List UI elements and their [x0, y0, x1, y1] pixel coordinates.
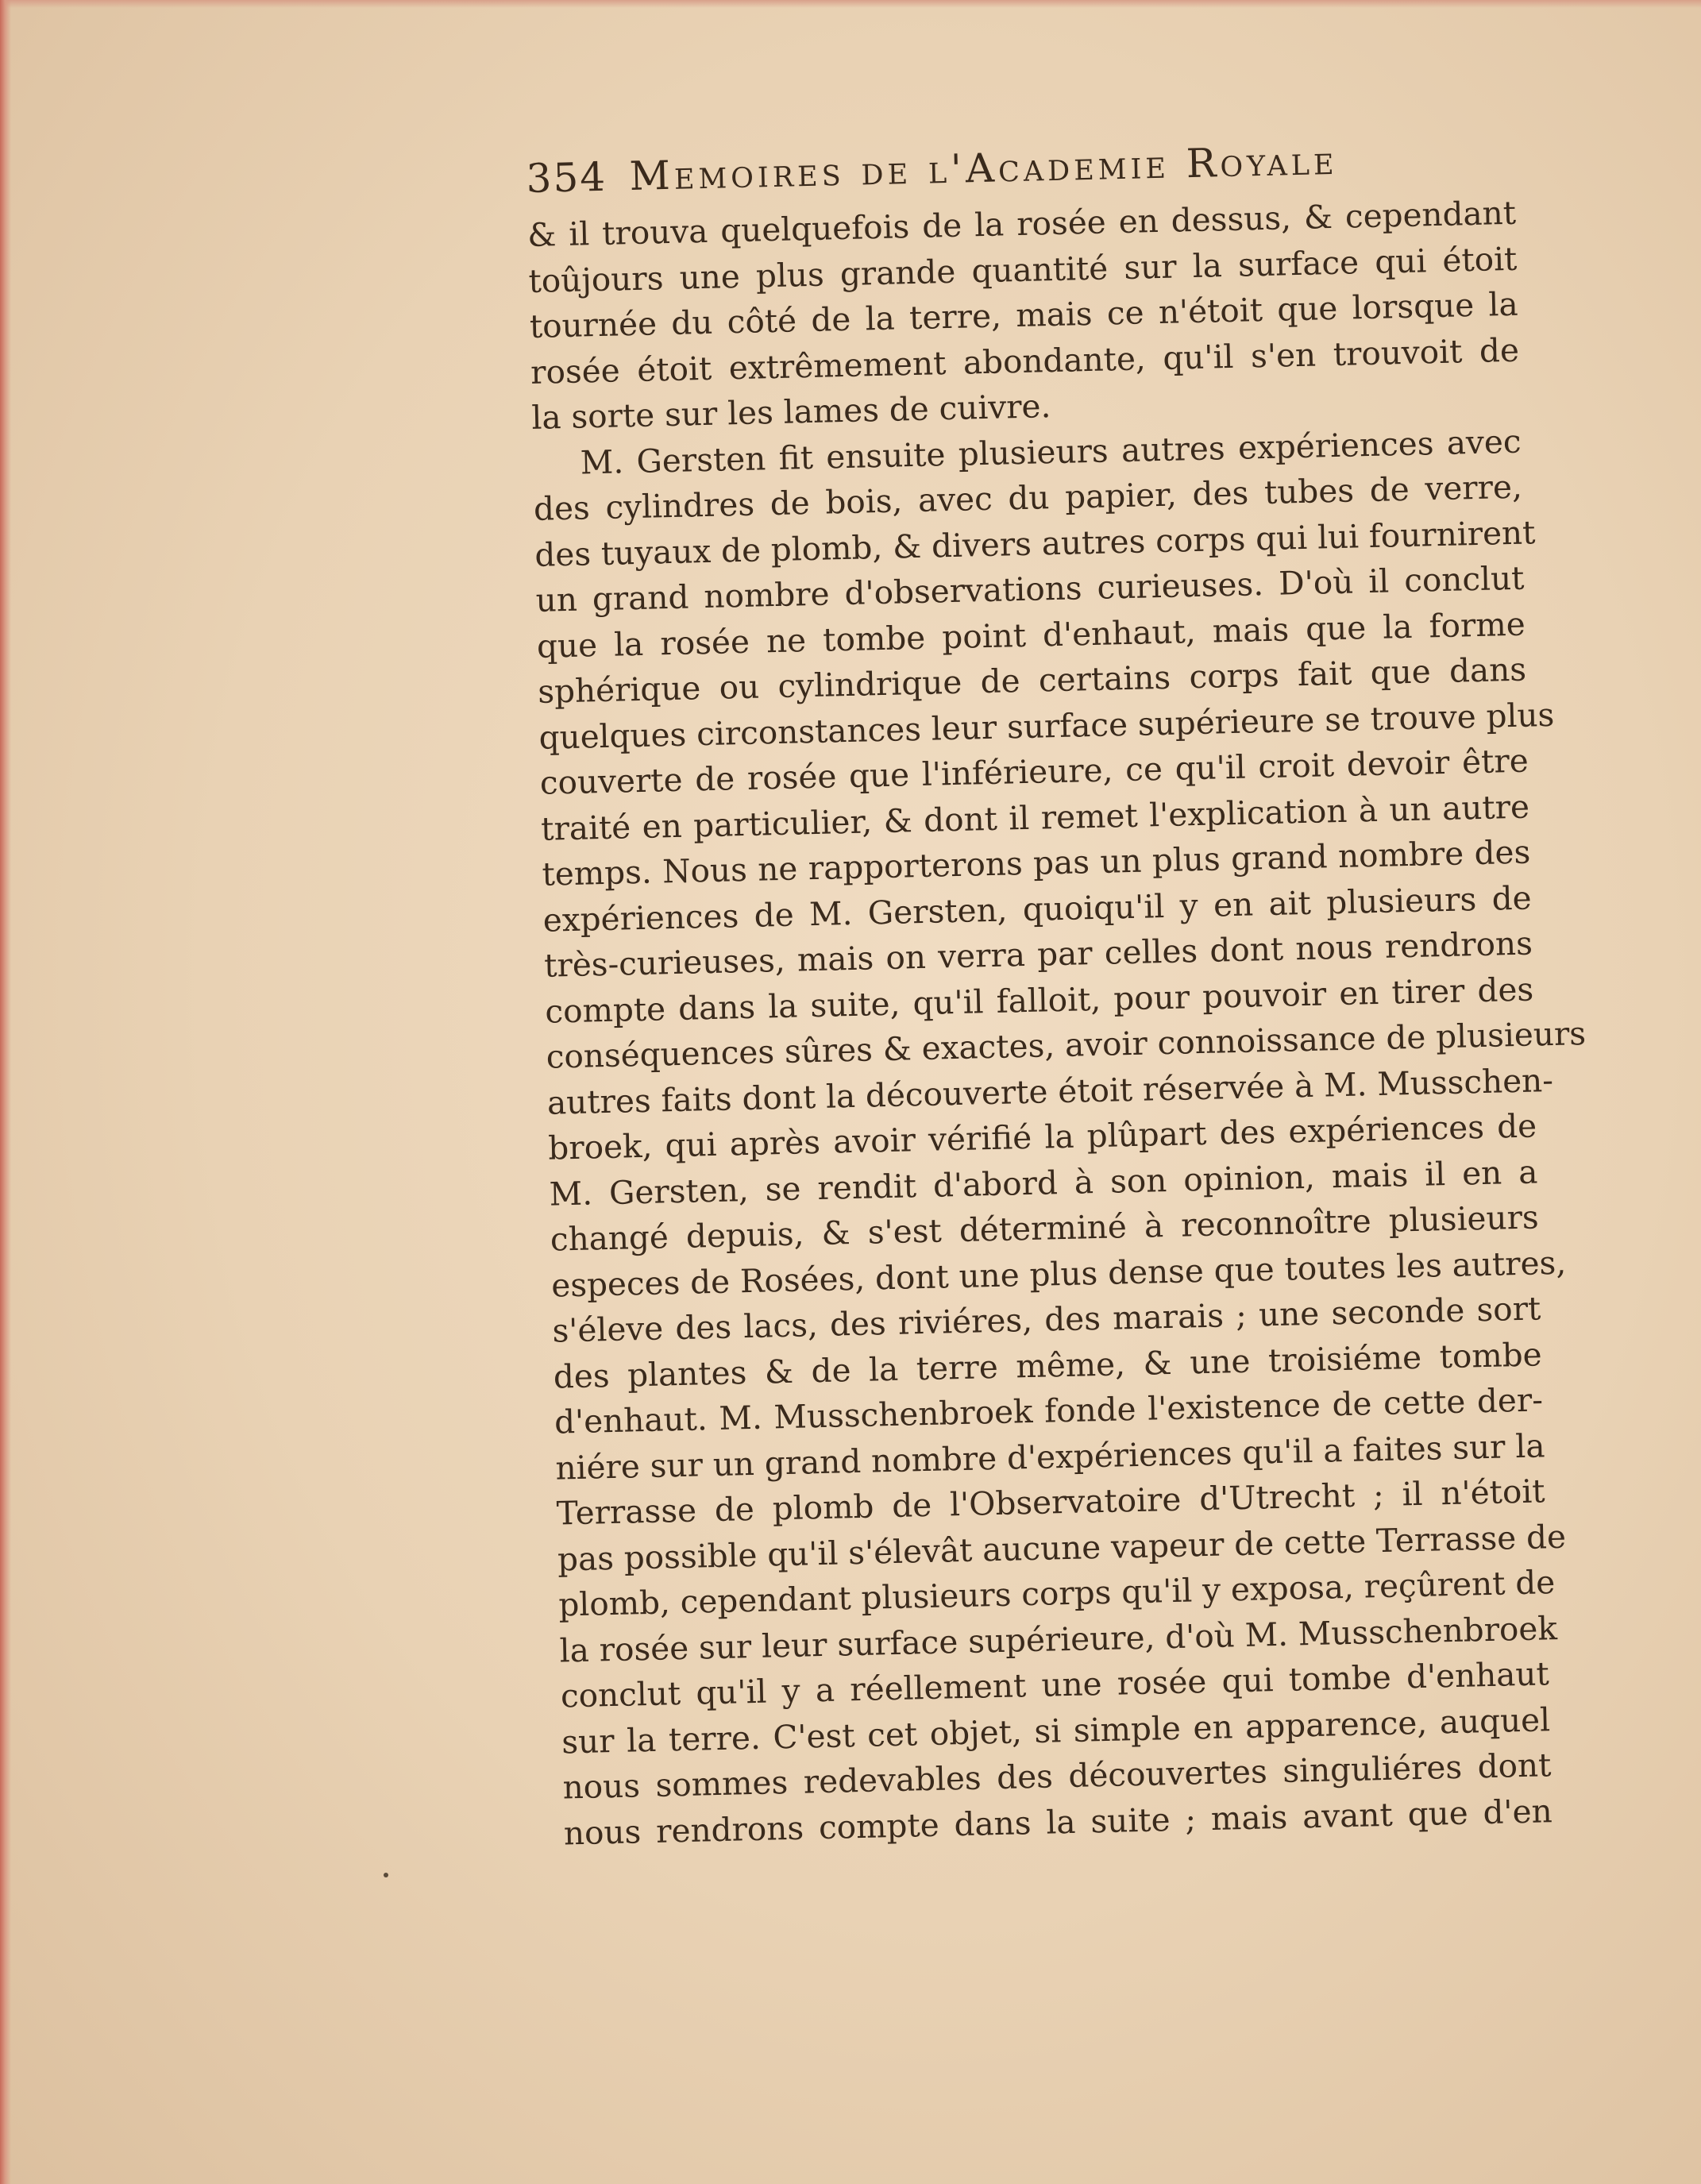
text-line: autres faits dont la découverte étoit réservée à M. Musschen- [546, 1060, 1554, 1122]
ink-speck [384, 1873, 388, 1877]
text-line: niére sur un grand nombre d'expériences qu'il a faites sur la [554, 1426, 1545, 1488]
page-number: 354 [526, 153, 608, 202]
running-title: Memoires de l'Academie Royale [628, 137, 1339, 200]
text-line: temps. Nous ne rapporterons pas un plus grand nombre des [541, 832, 1531, 893]
text-line: pas possible qu'il s'élevât aucune vapeur de cette Terrasse de [557, 1517, 1567, 1579]
text-line: rosée étoit extrêmement abondante, qu'il s'en trouvoit de [530, 330, 1520, 392]
text-line: Terrasse de plomb de l'Observatoire d'Utrecht ; il n'étoit [556, 1472, 1546, 1533]
text-line: toûjours une plus grande quantité sur la surface qui étoit [528, 239, 1518, 300]
text-line: un grand nombre d'observations curieuses. D'où il conclut [535, 558, 1525, 619]
text-line: plomb, cependant plusieurs corps qu'il y exposa, reçûrent de [557, 1563, 1556, 1624]
paragraph-gersten [532, 419, 1587, 1856]
text-line: M. Gersten fit ensuite plusieurs autres expériences avec [580, 422, 1522, 482]
text-line: la sorte sur les lames de cuivre. [530, 387, 1051, 437]
printed-page [526, 133, 1587, 1857]
text-line: conséquences sûres & exactes, avoir connoissance de plusieurs [546, 1014, 1587, 1076]
text-line: especes de Rosées, dont une plus dense que toutes les autres, [550, 1243, 1567, 1305]
text-line: nous rendrons compte dans la suite ; mais avant que d'en [563, 1791, 1553, 1852]
text-line: M. Gersten, se rendit d'abord à son opinion, mais il en a [549, 1152, 1538, 1214]
text-line: traité en particulier, & dont il remet l'explication à un autre [540, 787, 1530, 848]
text-line: des cylindres de bois, avec du papier, des tubes de verre, [533, 467, 1523, 528]
text-line: des plantes & de la terre même, & une troisiéme tombe [553, 1334, 1543, 1396]
text-line: des tuyaux de plomb, & divers autres corps qui lui fournirent [534, 512, 1536, 574]
text-line: tournée du côté de la terre, mais ce n'étoit que lorsque la [529, 284, 1519, 345]
text-line: sphérique ou cylindrique de certains corps fait que dans [537, 650, 1527, 711]
text-line: quelques circonstances leur surface supérieure se trouve plus [538, 695, 1555, 757]
text-line: très-curieuses, mais on verra par celles dont nous rendrons [543, 924, 1533, 985]
paragraph-continuation [527, 191, 1521, 442]
text-line: compte dans la suite, qu'il falloit, pour pouvoir en tirer des [544, 969, 1534, 1031]
text-line: la rosée sur leur surface supérieure, d'où M. Musschenbroek [559, 1608, 1558, 1670]
page-binding-edge [0, 0, 11, 2184]
text-line: que la rosée ne tombe point d'enhaut, mais que la forme [536, 604, 1526, 666]
text-line: & il trouva quelquefois de la rosée en dessus, & cependant [526, 193, 1517, 254]
text-line: d'enhaut. M. Musschenbroek fonde l'existence de cette der- [554, 1380, 1544, 1441]
text-line: sur la terre. C'est cet objet, si simple en apparence, auquel [561, 1700, 1551, 1761]
text-line: couverte de rosée que l'inférieure, ce qu'il croit devoir être [539, 741, 1529, 802]
text-line: changé depuis, & s'est déterminé à reconnoître plusieurs [550, 1198, 1540, 1259]
page-top-edge [0, 0, 1701, 8]
text-line: nous sommes redevables des découvertes singuliéres dont [562, 1746, 1552, 1807]
text-line: expériences de M. Gersten, quoiqu'il y en ait plusieurs de [542, 878, 1533, 940]
text-line: conclut qu'il y a réellement une rosée qui tombe d'enhaut [560, 1654, 1550, 1715]
text-line: s'éleve des lacs, des riviéres, des marais ; une seconde sort [552, 1289, 1541, 1350]
text-line: broek, qui après avoir vérifié la plûpart des expériences de [547, 1106, 1537, 1167]
